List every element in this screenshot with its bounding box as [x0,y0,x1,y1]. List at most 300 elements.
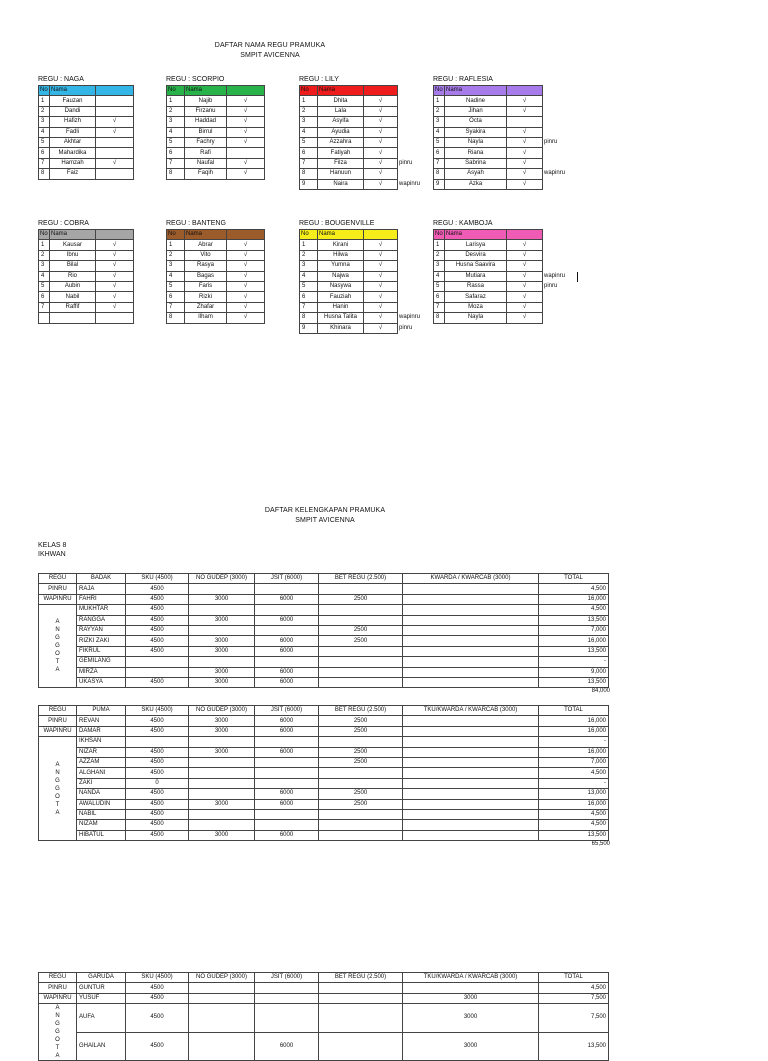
kelengkapan-header-row [39,973,609,983]
table-row [300,96,398,106]
cell-total: 16,000 [539,716,609,726]
table-row [300,302,398,312]
column-header: PUMA [77,706,126,716]
member-check: √ pinru [507,137,543,147]
member-name: Ayudia [318,127,364,137]
header-check [507,230,543,240]
cell-sku [126,657,189,667]
cell-jsit [255,1004,319,1033]
cell-bet [319,983,403,993]
member-no: 8 [300,313,318,323]
table-row [39,809,609,819]
member-no: 4 [167,271,185,281]
cell-name: MUKHTAR [77,605,126,615]
member-no: 5 [39,281,50,291]
cell-bet [319,820,403,830]
member-name: Rassa [445,281,507,291]
member-name: Sabrina [445,158,507,168]
member-name: Dandi [50,106,96,116]
cell-gudep [189,993,255,1003]
member-no: 3 [434,117,445,127]
member-check: √ [227,292,265,302]
member-name: Syakira [445,127,507,137]
table-row [434,250,543,260]
member-check: √ [364,117,398,127]
column-header: BADAK [77,574,126,584]
table-row [39,292,134,302]
table-row [167,261,265,271]
table-row [39,667,609,677]
regu-label: REGU : KAMBOJA [433,220,493,227]
cell-gudep: 3000 [189,594,255,604]
cell-total: 7,000 [539,625,609,635]
cell-jsit [255,993,319,1003]
column-header: JSIT (6000) [255,574,319,584]
table-row [434,117,543,127]
table-row [300,271,398,281]
member-no: 4 [434,127,445,137]
cell-kwarda [403,584,539,594]
cell-total: 13,500 [539,646,609,656]
member-name: Haddad [185,117,227,127]
table-row [39,137,134,147]
column-header: NO GUDEP (3000) [189,973,255,983]
table-row [300,106,398,116]
member-check: √ [364,240,398,250]
cell-gudep [189,1032,255,1061]
cell-gudep: 3000 [189,646,255,656]
table-row [434,127,543,137]
regu-header-row [39,86,134,96]
member-name: Rasya [185,261,227,271]
cell-name: RAYYAN [77,625,126,635]
table-row [39,158,134,168]
member-name: Bilal [50,261,96,271]
table-row [300,179,398,189]
cell-bet [319,657,403,667]
table-row [39,737,609,747]
cell-total: 7,500 [539,993,609,1003]
member-no: 6 [167,292,185,302]
table-row [39,594,609,604]
regu-table [166,229,265,324]
cell-kwarda [403,625,539,635]
member-check: √ [507,302,543,312]
column-header: TOTAL [539,574,609,584]
table-row [300,292,398,302]
cell-sku [126,737,189,747]
member-check [96,313,134,323]
table-row [39,646,609,656]
member-no: 5 [300,281,318,291]
column-header: TKU/KWARDA / KWARCAB (3000) [403,973,539,983]
table-row [434,169,543,179]
table-row [39,993,609,1003]
member-check [96,169,134,179]
cell-bet: 2500 [319,789,403,799]
table-row [167,292,265,302]
role-cell: PINRU [39,584,77,594]
member-check: √ [96,250,134,260]
cell-jsit: 6000 [255,646,319,656]
cell-bet [319,584,403,594]
member-check: √ [227,127,265,137]
member-note: wapinru [544,272,566,279]
kelengkapan-header-row [39,574,609,584]
table-row [167,117,265,127]
table-row [167,127,265,137]
header-nama: Nama [445,86,507,96]
table-row [39,106,134,116]
cell-bet: 2500 [319,594,403,604]
cell-bet: 2500 [319,625,403,635]
regu-header-row [39,230,134,240]
cell-total: 7,500 [539,1004,609,1033]
table-row [39,240,134,250]
cell-jsit: 6000 [255,799,319,809]
member-check: √ [507,158,543,168]
cell-gudep [189,584,255,594]
member-no: 7 [434,158,445,168]
member-name: Moza [445,302,507,312]
table-row [167,106,265,116]
table-row [39,726,609,736]
cell-jsit [255,820,319,830]
member-check: √ pinru [507,281,543,291]
role-cell: WAPINRU [39,993,77,1003]
member-no: 4 [434,271,445,281]
member-no: 1 [167,240,185,250]
cell-name: NABIL [77,809,126,819]
anggota-label [39,605,77,688]
table-row [39,1032,609,1061]
cell-kwarda [403,747,539,757]
regu-table [166,85,265,180]
cell-jsit [255,625,319,635]
table-row [39,657,609,667]
cell-jsit [255,778,319,788]
table-row [300,261,398,271]
member-check: √ pinru [364,158,398,168]
member-check: √ [364,127,398,137]
member-check: √ [364,281,398,291]
table-row [39,757,609,767]
member-check: √ [507,313,543,323]
cell-name: NANDA [77,789,126,799]
member-check: √ [507,250,543,260]
table-row [39,1004,609,1033]
table-row [300,148,398,158]
member-check: √ [96,281,134,291]
cell-gudep: 3000 [189,636,255,646]
cell-kwarda [403,809,539,819]
member-no: 5 [167,137,185,147]
member-check [227,148,265,158]
cell-sku: 4500 [126,584,189,594]
anggota-vertical-text: A N G G O T A [55,1005,60,1060]
member-name: Faris [185,281,227,291]
table-row [167,158,265,168]
member-name: Fachry [185,137,227,147]
cell-kwarda [403,667,539,677]
member-no: 4 [167,127,185,137]
kelengkapan-table [38,573,609,688]
cell-bet [319,605,403,615]
member-name: Naira [318,179,364,189]
member-check: √ [96,158,134,168]
cell-name: RAJA [77,584,126,594]
member-no: 2 [167,250,185,260]
member-check: √ [96,240,134,250]
cell-gudep [189,789,255,799]
header-check [227,230,265,240]
column-header: SKU (4500) [126,973,189,983]
regu-header-row [167,230,265,240]
member-no: 4 [300,127,318,137]
cell-sku: 4500 [126,757,189,767]
member-name: Riana [445,148,507,158]
cell-name: RIZKI ZAKI [77,636,126,646]
member-name: Faqih [185,169,227,179]
cell-jsit [255,737,319,747]
table-row [434,148,543,158]
header-check [507,86,543,96]
column-header: NO GUDEP (3000) [189,706,255,716]
member-name: Vito [185,250,227,260]
cell-jsit [255,584,319,594]
cell-gudep: 3000 [189,677,255,687]
column-header: KWARDA / KWARCAB (3000) [403,574,539,584]
member-no: 5 [39,137,50,147]
member-no: 2 [300,250,318,260]
header-check [364,230,398,240]
table-row [39,271,134,281]
header-nama: Nama [50,230,96,240]
cell-sku: 4500 [126,636,189,646]
cell-total: 4,500 [539,809,609,819]
table-row [39,747,609,757]
member-no: 8 [39,169,50,179]
cell-name: AUFA [77,1004,126,1033]
table-row [167,271,265,281]
cell-bet [319,830,403,840]
member-no: 7 [300,302,318,312]
cell-sku [126,667,189,677]
member-note: pinru [544,138,558,145]
column-header: JSIT (6000) [255,973,319,983]
table-row [167,148,265,158]
member-check: √ [227,117,265,127]
table-row [39,605,609,615]
member-name: Rio [50,271,96,281]
cell-total: - [539,737,609,747]
table-row [167,137,265,147]
table-row [434,271,543,281]
table-row [300,281,398,291]
column-header: REGU [39,706,77,716]
table-row [300,127,398,137]
cell-total: 16,000 [539,747,609,757]
member-name: Najwa [318,271,364,281]
header-check [96,86,134,96]
cell-kwarda [403,677,539,687]
table-row [300,313,398,323]
member-check [96,148,134,158]
cell-bet: 2500 [319,747,403,757]
table-row [39,250,134,260]
member-no: 2 [434,250,445,260]
cell-bet: 2500 [319,726,403,736]
cell-kwarda [403,716,539,726]
cell-kwarda [403,657,539,667]
cell-sku: 4500 [126,820,189,830]
member-note: pinru [399,324,413,331]
member-name: Firzanu [185,106,227,116]
column-header: TOTAL [539,706,609,716]
regu-label: REGU : LILY [299,76,339,83]
table-row [39,584,609,594]
member-no: 3 [300,117,318,127]
table-row [434,158,543,168]
cell-gudep: 3000 [189,667,255,677]
member-name: Husna Talita [318,313,364,323]
member-no: 2 [167,106,185,116]
table-row [39,820,609,830]
member-name: Hafizh [50,117,96,127]
member-no: 2 [300,106,318,116]
member-no: 7 [300,158,318,168]
member-no: 1 [434,96,445,106]
cell-name: YUSUF [77,993,126,1003]
member-no: 8 [434,313,445,323]
anggota-vertical-text: A N G G O T A [55,619,60,674]
cell-jsit [255,657,319,667]
table-row [39,302,134,312]
role-cell: WAPINRU [39,726,77,736]
member-check: √ [364,96,398,106]
header-nama: Nama [50,86,96,96]
table-row [39,636,609,646]
kelengkapan-table [38,705,609,841]
page1-title-line2: SMPIT AVICENNA [240,52,300,59]
member-no: 1 [300,96,318,106]
cell-jsit: 6000 [255,716,319,726]
table-row [39,261,134,271]
table-row [167,240,265,250]
cell-sku: 4500 [126,1032,189,1061]
kelengkapan-table [38,972,609,1061]
member-name: Lala [318,106,364,116]
cell-gudep [189,757,255,767]
member-no: 6 [434,148,445,158]
member-no: 3 [39,117,50,127]
cell-gudep: 3000 [189,716,255,726]
cell-sku: 4500 [126,789,189,799]
table-row [434,302,543,312]
member-name: Asyah [445,169,507,179]
member-check: √ [364,169,398,179]
regu-table [38,85,134,180]
table-row [167,313,265,323]
table-row [434,292,543,302]
page2-title-line1: DAFTAR KELENGKAPAN PRAMUKA [264,507,386,514]
cell-kwarda [403,615,539,625]
cell-bet: 2500 [319,636,403,646]
page2-title [55,506,595,526]
member-check: √ [96,271,134,281]
kelengkapan-header-row [39,706,609,716]
member-check: √ wapinru [507,271,543,281]
member-check: √ [96,292,134,302]
member-no: 3 [39,261,50,271]
kelas-label: KELAS 8 [38,542,67,549]
cell-name: GUNTUR [77,983,126,993]
cell-total: 4,500 [539,768,609,778]
cell-name: UKASYA [77,677,126,687]
table-row [39,983,609,993]
column-header: JSIT (6000) [255,706,319,716]
member-check: √ pinru [364,323,398,333]
table-row [434,106,543,116]
member-no: 6 [300,292,318,302]
member-name: Fauziah [318,292,364,302]
cell-gudep [189,778,255,788]
cell-bet [319,1032,403,1061]
header-no: No [300,230,318,240]
cell-bet [319,646,403,656]
cell-jsit [255,809,319,819]
regu-label: REGU : RAFLESIA [433,76,493,83]
member-no: 3 [300,261,318,271]
cell-kwarda [403,646,539,656]
cell-jsit: 6000 [255,636,319,646]
member-no: 8 [434,169,445,179]
cell-name: FAHRI [77,594,126,604]
cell-bet [319,737,403,747]
table-row [39,96,134,106]
cell-kwarda [403,830,539,840]
member-note: wapinru [399,314,421,321]
member-check: √ [364,106,398,116]
member-check: √ [507,292,543,302]
member-check [96,137,134,147]
column-header: GARUDA [77,973,126,983]
table-row [434,179,543,189]
cell-kwarda [403,726,539,736]
member-check: √ [96,117,134,127]
member-name: Nabil [50,292,96,302]
cell-total: 16,000 [539,799,609,809]
header-nama: Nama [318,86,364,96]
member-name: Abrar [185,240,227,250]
cell-sku: 4500 [126,768,189,778]
header-nama: Nama [318,230,364,240]
cell-jsit: 6000 [255,677,319,687]
cell-gudep: 3000 [189,799,255,809]
table-row [39,768,609,778]
header-check [364,86,398,96]
cell-kwarda [403,778,539,788]
header-nama: Nama [185,230,227,240]
member-no: 5 [434,137,445,147]
member-no: 2 [39,106,50,116]
member-name: Ibnu [50,250,96,260]
page2-title-line2: SMPIT AVICENNA [295,517,355,524]
member-name: Jihan [445,106,507,116]
cell-name: ALGHANI [77,768,126,778]
member-check: √ [507,148,543,158]
cell-bet [319,1004,403,1033]
